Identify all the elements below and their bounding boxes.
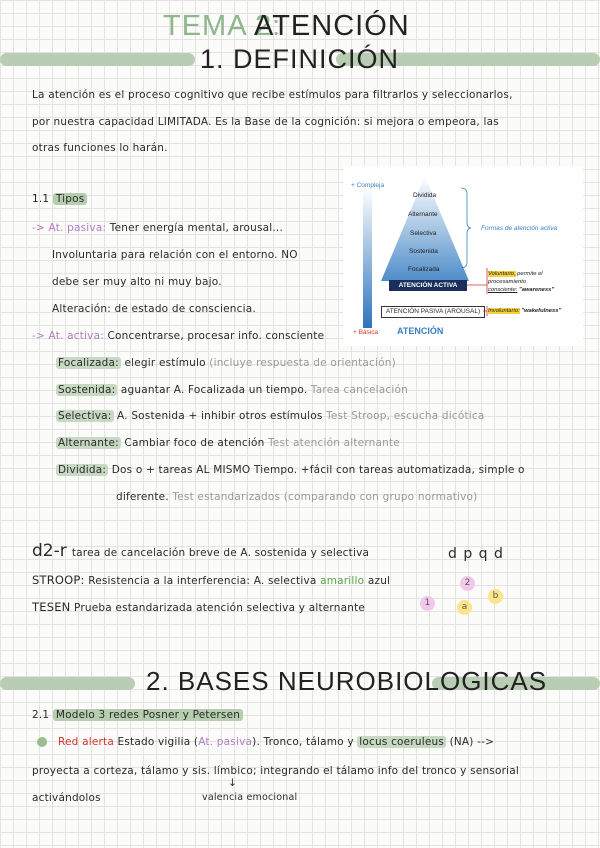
dividida-line-1: [56, 464, 525, 476]
attention-figure: [343, 166, 583, 346]
subsection-number-2: 2.1: [32, 709, 50, 721]
subsection-label: Tipos: [53, 193, 88, 205]
pasiva-text: Tener energía mental, arousal...: [109, 222, 284, 234]
bases-line-3: activándolos: [32, 792, 101, 804]
formas-label: Formas de atención activa: [481, 225, 558, 232]
d2r-line: [32, 541, 369, 561]
red-alerta-line: [58, 736, 494, 748]
involuntario-rest: "wakefulness": [521, 308, 562, 314]
subsection-modelo-label: Modelo 3 redes Posner y Petersen: [53, 709, 243, 721]
arrow-icon: ->: [32, 222, 45, 234]
voluntario-line-3a: consciente:: [488, 287, 518, 293]
circle-b: b: [488, 589, 503, 604]
d2r-label: d2-r: [32, 541, 67, 561]
dividida-note: Test estandarizados (comparando con grupo normativo): [172, 491, 478, 503]
bases-arrow-icon: ↓: [228, 777, 237, 789]
voluntario-line-3b: "awareness": [518, 287, 555, 293]
alternante-label: Alternante:: [58, 437, 119, 449]
sostenida-label: Sostenida:: [58, 384, 116, 396]
pasiva-line-4: Alteración: de estado de consciencia.: [52, 303, 256, 315]
activa-label: At. activa:: [48, 330, 104, 342]
section-band-left: [0, 677, 135, 690]
dividida-text-2: diferente.: [116, 491, 169, 503]
complexity-bar: [363, 188, 372, 328]
intro-line-3: otras funciones lo harán.: [32, 142, 168, 154]
alternante-line: [56, 437, 400, 449]
circle-2: 2: [460, 576, 475, 591]
stroop-azul: azul: [367, 575, 391, 587]
level-dividida: Dividida: [413, 192, 437, 199]
subsection-number: 1.1: [32, 193, 50, 205]
d2r-symbols: d p q d: [448, 546, 504, 562]
intro-line-2: por nuestra capacidad LIMITADA. Es la Base de la cognición: si mejora o empeora, las: [32, 116, 499, 128]
stroop-amarillo: amarillo: [320, 575, 365, 587]
selectiva-label: Selectiva:: [58, 410, 112, 422]
level-alternante: Alternante: [408, 211, 438, 218]
title-band-left: [0, 53, 195, 66]
alternante-note: Test atención alternante: [268, 437, 400, 449]
stroop-line: [32, 573, 390, 587]
red-alerta-text-c: ). Tronco, tálamo y: [252, 736, 354, 748]
stroop-label: STROOP:: [32, 573, 85, 587]
sostenida-text: aguantar A. Focalizada un tiempo.: [120, 384, 308, 396]
arrow-icon: ->: [32, 330, 45, 342]
activa-bracket: [461, 188, 471, 268]
pasiva-line-3: debe ser muy alto ni muy bajo.: [52, 276, 222, 288]
activa-box: ATENCIÓN ACTIVA: [389, 280, 467, 291]
voluntario-rest: permite el: [517, 271, 543, 277]
sostenida-line: [56, 384, 408, 396]
selectiva-note: Test Stroop, escucha dicótica: [326, 410, 485, 422]
red-alerta-label: Red alerta: [58, 736, 114, 748]
circle-a: a: [457, 600, 472, 615]
focalizada-line: [56, 357, 396, 369]
alternante-text: Cambiar foco de atención: [124, 437, 265, 449]
voluntario-line-2: procesamiento: [488, 279, 527, 285]
focalizada-text: elegir estímulo: [124, 357, 206, 369]
stroop-text: Resistencia a la interferencia: A. selectiva: [88, 575, 317, 587]
pasiva-label: At. pasiva:: [48, 222, 107, 234]
pasiva-line-2: Involuntaria para relación con el entorno. NO: [52, 249, 298, 261]
red-alerta-text-a: Estado vigilia (: [117, 736, 199, 748]
section-title-bases: 2. BASES NEUROBIOLOGICAS: [146, 666, 548, 696]
focalizada-label: Focalizada:: [58, 357, 119, 369]
circle-1: 1: [420, 596, 435, 611]
tesen-text: Prueba estandarizada atención selectiva y alternante: [74, 602, 366, 614]
pasiva-line-1: [32, 222, 283, 234]
tesen-label: TESEN: [32, 600, 71, 614]
level-selectiva: Selectiva: [410, 230, 437, 237]
valencia-label: valencia emocional: [202, 792, 298, 803]
section-title-definicion: 1. DEFINICIÓN: [200, 44, 400, 74]
intro-line-1: La atención es el proceso cognitivo que recibe estímulos para filtrarlos y seleccionarlos,: [32, 89, 513, 101]
bullet-icon: [37, 737, 47, 747]
involuntario-highlight: Involuntario:: [488, 308, 520, 314]
red-alerta-pasiva: At. pasiva: [198, 736, 253, 748]
involuntario-note: [488, 308, 561, 314]
bases-line-2: proyecta a corteza, tálamo y sis. límbico; integrando el tálamo info del tronco y sensorial: [32, 765, 519, 777]
focalizada-note: (incluye respuesta de orientación): [209, 357, 396, 369]
locus-coeruleus: locus coeruleus: [359, 736, 445, 748]
pasiva-box: ATENCIÓN PASIVA (AROUSAL): [381, 306, 485, 318]
red-alerta-text-e: (NA) -->: [449, 736, 495, 748]
sostenida-note: Tarea cancelación: [310, 384, 408, 396]
selectiva-text: A. Sostenida + inhibir otros estímulos: [117, 410, 323, 422]
activa-line: [32, 330, 324, 342]
selectiva-line: [56, 410, 485, 422]
dividida-text: Dos o + tareas AL MISMO Tiempo. +fácil con tareas automatizada, simple o: [111, 464, 525, 476]
d2r-text: tarea de cancelación breve de A. sostenida y selectiva: [71, 547, 370, 559]
voluntario-highlight: Voluntario,: [488, 271, 516, 277]
subsection-tipos: [32, 193, 87, 205]
atencion-label: ATENCIÓN: [397, 326, 444, 336]
dividida-line-2: [116, 491, 477, 503]
activa-text: Concentrarse, procesar info. consciente: [107, 330, 325, 342]
tema-label: TEMA 2:: [163, 10, 282, 42]
compleja-label: + Compleja: [351, 182, 385, 189]
basica-label: + Básica: [353, 329, 379, 336]
attention-pyramid-diagram: [343, 166, 583, 346]
page-title: ATENCIÓN: [254, 10, 410, 42]
level-sostenida: Sostenida: [409, 248, 438, 255]
tesen-line: [32, 600, 365, 614]
voluntario-note: [488, 270, 554, 294]
subsection-modelo: [32, 709, 243, 721]
level-focalizada: Focalizada: [408, 266, 440, 273]
dividida-label: Dividida:: [58, 464, 107, 476]
